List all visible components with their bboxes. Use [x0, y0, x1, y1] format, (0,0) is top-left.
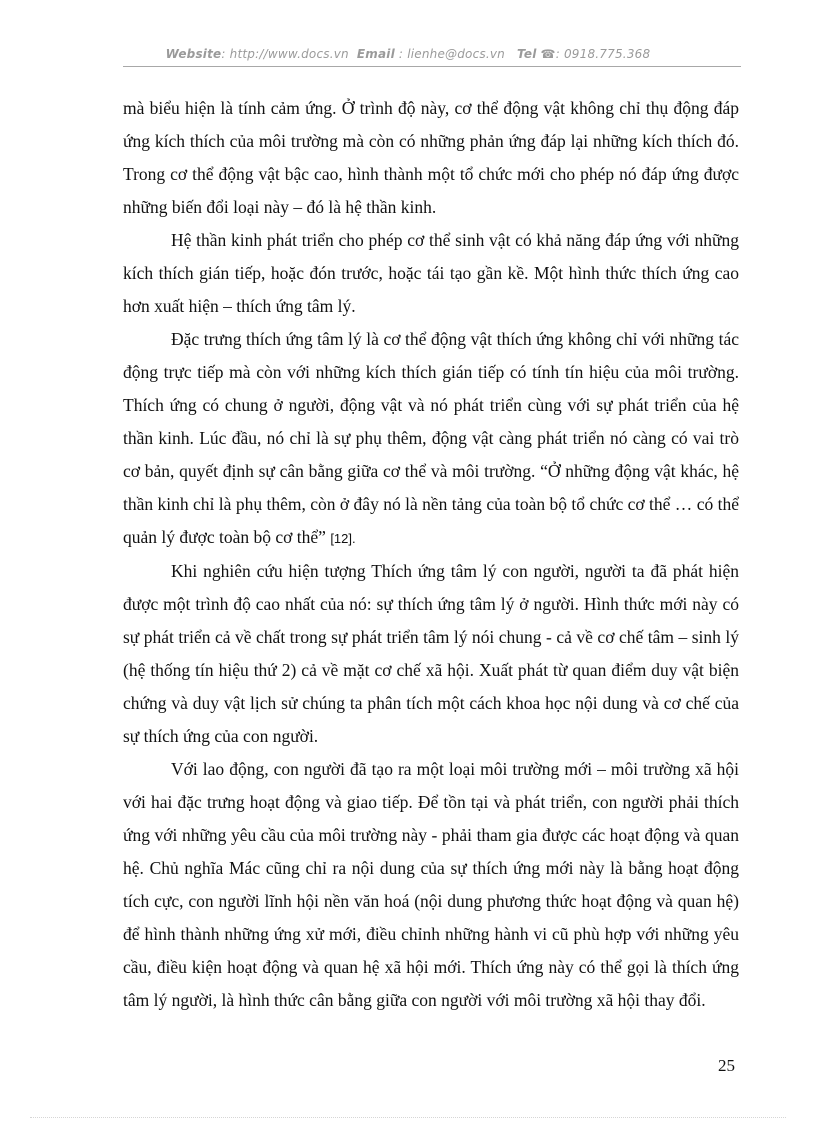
tel-value: : 0918.775.368: [555, 47, 651, 61]
document-body: [123, 92, 739, 1017]
paragraph-3-text: Đặc trưng thích ứng tâm lý là cơ thể động vật thích ứng không chỉ với những tác động trực tiếp mà còn với những kích thích gián tiếp có tính tín hiệu của môi trường. Thích ứng có chung ở người, động vật và nó phát triển cùng với sự phát triển của hệ thần kinh. Lúc đầu, nó chỉ là sự phụ thêm, động vật càng phát triển nó càng có vai trò cơ bản, quyết định sự cân bằng giữa cơ thể và môi trường. “Ở những động vật khác, hệ thần kinh chỉ là phụ thêm, còn ở đây nó là nền tảng của toàn bộ tổ chức cơ thể … có thể quản lý được toàn bộ cơ thể”: [123, 329, 739, 547]
phone-icon: ☎: [540, 47, 556, 61]
website-label: Website: [165, 47, 222, 61]
footer-divider: [30, 1117, 786, 1118]
paragraph-5: Với lao động, con người đã tạo ra một loại môi trường mới – môi trường xã hội với hai đặc trưng hoạt động và giao tiếp. Để tồn tại và phát triển, con người phải thích ứng với những yêu cầu của môi trường này - phải tham gia được các hoạt động và quan hệ. Chủ nghĩa Mác cũng chỉ ra nội dung của sự thích ứng mới này là bằng hoạt động tích cực, con người lĩnh hội nền văn hoá (nội dung phương thức hoạt động và quan hệ) để hình thành những ứng xử mới, điều chỉnh những hành vi cũ phù hợp với những yêu cầu, điều kiện hoạt động và quan hệ xã hội mới. Thích ứng này có thể gọi là thích ứng tâm lý người, là hình thức cân bằng giữa con người với môi trường xã hội thay đổi.: [123, 759, 739, 1010]
paragraph-4: Khi nghiên cứu hiện tượng Thích ứng tâm lý con người, người ta đã phát hiện được một trình độ cao nhất của nó: sự thích ứng tâm lý ở người. Hình thức mới này có sự phát triển cả về chất trong sự phát triển tâm lý nói chung - cả về cơ chế tâm – sinh lý (hệ thống tín hiệu thứ 2) cả về mặt cơ chế xã hội. Xuất phát từ quan điểm duy vật biện chứng và duy vật lịch sử chúng ta phân tích một cách khoa học nội dung và cơ chế của sự thích ứng của con người.: [123, 561, 739, 746]
paragraph-1: mà biểu hiện là tính cảm ứng. Ở trình độ này, cơ thể động vật không chỉ thụ động đáp ứng kích thích của môi trường mà còn có những phản ứng đáp lại những kích thích đó. Trong cơ thể động vật bậc cao, hình thành một tổ chức mới cho phép nó đáp ứng được những biến đổi loại này – đó là hệ thần kinh.: [123, 98, 739, 217]
paragraph-3: [123, 323, 739, 555]
paragraph-2: Hệ thần kinh phát triển cho phép cơ thể sinh vật có khả năng đáp ứng với những kích thích gián tiếp, hoặc đón trước, hoặc tái tạo gần kề. Một hình thức thích ứng cao hơn xuất hiện – thích ứng tâm lý.: [123, 230, 739, 316]
website-value: : http://www.docs.vn: [221, 47, 349, 61]
citation: [12].: [330, 531, 356, 546]
tel-label: Tel: [517, 47, 537, 61]
email-label: Email: [356, 47, 395, 61]
page-header: [0, 47, 816, 61]
header-divider: [123, 66, 741, 67]
email-value: : lienhe@docs.vn: [394, 47, 505, 61]
page-number: 25: [718, 1056, 735, 1075]
